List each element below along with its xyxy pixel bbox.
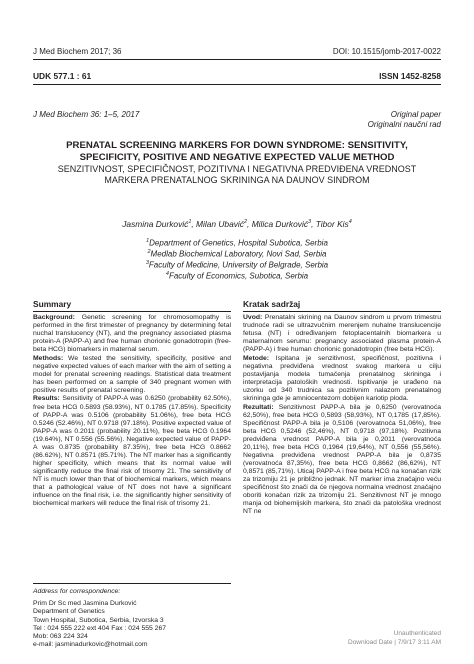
address-line: Department of Genetics: [33, 608, 105, 616]
address-line: Prim Dr Sc med Jasmina Durković: [33, 600, 137, 607]
affiliation: $^4$Faculty of Economics, Subotica, Serbia: [165, 271, 309, 282]
correspondence-address: [33, 600, 166, 650]
issn: ISSN 1452-8258: [379, 71, 441, 81]
author-name: Jasmina Durković: [122, 219, 189, 229]
affiliation: $^1$Department of Genetics, Hospital Subotica, Serbia: [146, 238, 328, 248]
journal-reference: J Med Biochem 2017; 36: [33, 47, 122, 56]
title-sr-line: SENZITIVNOST, SPECIFIČNOST, POZITIVNA I NEGATIVNA PREDVIĐENA VREDNOST: [57, 164, 417, 174]
correspondence-rule: [33, 583, 231, 584]
header-rule: [33, 59, 441, 60]
author-name: , Tibor Kis: [311, 219, 349, 229]
summary-body: [33, 314, 231, 509]
download-watermark: [348, 630, 441, 647]
address-line: Town Hospital, Subotica, Serbia, Izvorska 3: [33, 616, 164, 624]
doi[interactable]: DOI: 10.1515/jomb-2017-0022: [332, 47, 441, 56]
affiliation: $^2$Medlab Biochemical Laboratory, Novi Sad, Serbia: [147, 249, 327, 259]
kratak-rule: [243, 311, 441, 312]
title-sr: [33, 164, 441, 186]
author-affiliation-mark: 4: [348, 219, 352, 226]
paper-type-sr: Originalni naučni rad: [367, 120, 441, 129]
author-list: [33, 219, 441, 229]
kratak-heading: Kratak sadržaj: [243, 299, 301, 309]
udk-code: UDK 577.1 : 61: [33, 71, 92, 81]
affiliation: $^3$Faculty of Medicine, University of Belgrade, Serbia: [145, 260, 329, 270]
summary-background: Background: Genetic screening for chromosomopathy is performed in the first trimester of pregnancy by determining fetal nuchal translucency (NT), and the pregnancy associated plasma protein-A (PAPP-A) and free human chorionic gonadotropin (free-beta HCG) biomarkers in maternal serum.: [33, 314, 231, 354]
author-name: , Milica Durković: [247, 219, 309, 229]
summary-heading: Summary: [33, 299, 72, 309]
title-en-line: SPECIFICITY, POSITIVE AND NEGATIVE EXPECTED VALUE METHOD: [79, 151, 395, 163]
summary-results: Results: Sensitivity of PAPP-A was 0.6250 (probability 62.50%), free beta HCG 0.5893 (58.93%), NT 0.1785 (17.85%). Specificity of PAPP-A was 0.5106 (probability 51.06%), free beta HCG 0.5246 (52.46%), NT 0.9718 (97.18%). Positive expected value of PAPP-A was 0.2011 (probability 20.11%), free beta HCG 0.1964 (19.64%), NT 0.556 (55.56%). Negative expected value of PAPP-A was 0.8735 (probability 87.35%), free beta HCG 0.8662 (86.62%), NT 0.8571 (85.71%). The NT marker has a significantly higher specificity, which means that its normal value will significantly reduce the final risk of trisomy 21. The sensitivity of NT is much lower than that of biochemical markers, which means that a pathological value of NT does not have a significant influence on the final risk, i.e. the significantly higher sensitivity of biochemical markers will reduce the final risk of trisomy 21.: [33, 395, 231, 508]
watermark-line: Download Date | 7/9/17 3:11 AM: [348, 638, 441, 646]
kratak-uvod: Uvod: Prenatalni skrining na Daunov sindrom u prvom trimestru trudnoće radi se ultrazvučnim merenjem nuhalne translucencije fetusa (NT) i određivanjem fetoplacentalnih biomarkera u maternalnom serumu: pregnancy associated plasma protein-A (PAPP-A) i free human chorionic gonadotropin (free beta HCG).: [243, 314, 441, 354]
udk-rule: [33, 84, 441, 85]
kratak-metode: Metode: Ispitana je senzitivnost, specifičnost, pozitivna i negativna predviđena vrednost svakog markera u cilju postavljanja modela tumačenja prenatalnog skrininga i interpretacija patoloških vrednosti. Ispitivanje je urađeno na uzorku od 340 trudnica sa pozitivnim nalazom prenatalnog skrininga gde je amniocentezom dobijen kariotip ploda.: [243, 354, 441, 402]
author-affiliation-mark: 2: [243, 219, 248, 226]
correspondence-heading: Address for correspondence:: [33, 588, 121, 595]
affiliation-list: [33, 237, 441, 282]
address-line: Mob: 063 224 324: [33, 633, 88, 641]
address-line: Tel : 024 555 222 ext 404 Fax : 024 555 267: [33, 624, 167, 632]
paper-type-en: Original paper: [390, 110, 441, 119]
author-name: , Milan Ubavić: [191, 219, 244, 229]
citation: J Med Biochem 36: 1–5, 2017: [33, 110, 140, 119]
author-affiliation-mark: 3: [308, 219, 312, 226]
summary-rule: [33, 311, 231, 312]
summary-methods: Methods: We tested the sensitivity, specificity, positive and negative expected values of each marker with the aim of setting a model for prenatal screening readings. Statistical data treatment has been performed on a sample of 340 pregnant women with positive results of prenatal screening.: [33, 354, 231, 394]
kratak-rezultati: Rezultati: Senzitivnost PAPP-A bila je 0,6250 (verovatnoća 62,50%), free beta HCG 0,5893 (58,93%), NT 0,1785 (17,85%). Specifičnost PAPP-A bila je 0,5106 (verovatnoća 51,06%), free beta HCG 0,5246 (52,46%), NT 0,9718 (97,18%). Pozitivna predviđena vrednost PAPP-A bila je 0,2011 (verovatnoća 20,11%), free beta HCG 0,1964 (19,64%), NT 0,556 (55,56%). Negativna predviđena vrednost PAPP-A bila je 0,8735 (verovatnoća 87,35%), free beta HCG 0,8662 (86,62%), NT 0,8571 (85,71%). Uticaj PAPP-A i free beta HCG na konačan rizik za trizomiju 21 je približno jednak. NT marker ima značajno veću specifičnost što znači da će njegova normalna vrednost značajno oboriti konačan rizik za trizomiju 21. Senzitivnost NT je mnogo manja od biohemijskih markera, što znači da patološka vrednost NT ne: [243, 403, 441, 516]
watermark-line: Unauthenticated: [393, 630, 441, 637]
title-en-line: PRENATAL SCREENING MARKERS FOR DOWN SYNDROME: SENSITIVITY,: [66, 140, 408, 151]
title-sr-line: MARKERA PRENATALNOG SKRININGA NA DAUNOV SINDROM: [104, 175, 370, 185]
author-affiliation-mark: 1: [188, 219, 192, 226]
kratak-body: [243, 314, 441, 517]
email-link[interactable]: e-mail: jasminadurkovic@hotmail.com: [33, 641, 148, 649]
title-en: [33, 140, 441, 163]
